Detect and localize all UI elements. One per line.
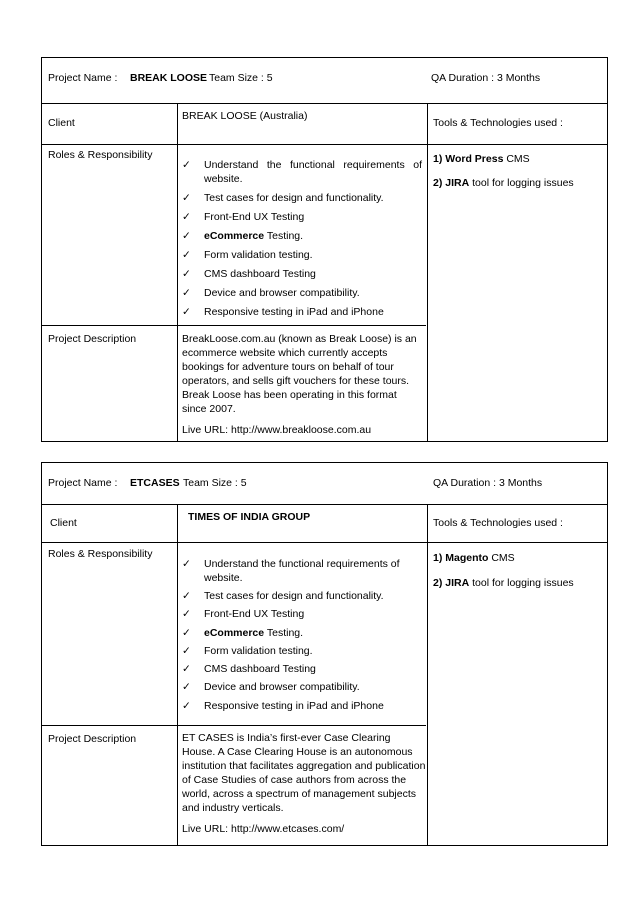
list-item: ✓ Front-End UX Testing: [182, 608, 305, 620]
check-icon: ✓: [182, 159, 191, 171]
project-name: BREAK LOOSE: [130, 72, 208, 84]
list-item: ✓ Device and browser compatibility.: [182, 287, 360, 299]
list-item: ✓ Responsive testing in iPad and iPhone: [182, 306, 384, 318]
project-description: ET CASES is India’s first-ever Case Clearing House. A Case Clearing House is an autonomous institution that facilitates aggregation and publication of Case Studies of case authors from across the world, across a spectrum of management subjects and industry verticals.: [182, 732, 426, 814]
check-icon: ✓: [182, 627, 191, 639]
list-item: ✓ Device and browser compatibility.: [182, 681, 360, 693]
project-name: ETCASES: [130, 477, 180, 489]
check-icon: ✓: [182, 287, 191, 299]
client-value: TIMES OF INDIA GROUP: [188, 511, 311, 523]
description-label: Project Description: [48, 733, 137, 745]
list-item: ✓ Understand the functional requirements of website.: [182, 558, 400, 584]
check-icon: ✓: [182, 268, 191, 280]
list-item: ✓ CMS dashboard Testing: [182, 663, 316, 675]
check-icon: ✓: [182, 645, 191, 657]
roles-list: [182, 557, 422, 713]
list-item: ✓ Form validation testing.: [182, 249, 313, 261]
tool-item: 1) Magento CMS: [433, 552, 515, 564]
roles-list: [182, 158, 422, 319]
check-icon: ✓: [182, 608, 191, 620]
col-divider: [427, 504, 428, 845]
tools-label: Tools & Technologies used :: [433, 117, 563, 129]
live-url: Live URL: http://www.breakloose.com.au: [182, 424, 372, 436]
project-description: BreakLoose.com.au (known as Break Loose) is an ecommerce website which currently accepts bookings for adventure tours on behalf of tour operators, and sells gift vouchers for these tours. Break Loose has been operating in this format since 2007.: [182, 333, 417, 415]
check-icon: ✓: [182, 306, 191, 318]
list-item: ✓ Understand the functional requirements of website.: [182, 159, 422, 185]
list-item: ✓ Front-End UX Testing: [182, 211, 305, 223]
roles-label: Roles & Responsibility: [48, 548, 153, 560]
list-item: ✓ Form validation testing.: [182, 645, 313, 657]
row-divider: [42, 325, 426, 326]
client-value: BREAK LOOSE (Australia): [182, 110, 308, 122]
row-divider: [42, 504, 607, 505]
list-item: ✓ CMS dashboard Testing: [182, 268, 316, 280]
check-icon: ✓: [182, 211, 191, 223]
project-block-breakloose: [41, 57, 608, 442]
check-icon: ✓: [182, 192, 191, 204]
check-icon: ✓: [182, 558, 191, 570]
tools-label: Tools & Technologies used :: [433, 517, 563, 529]
check-icon: ✓: [182, 663, 191, 675]
list-item: ✓ eCommerce Testing.: [182, 627, 304, 639]
qa-duration: QA Duration : 3 Months: [431, 72, 541, 84]
tool-item: 2) JIRA tool for logging issues: [433, 177, 574, 189]
col-divider: [177, 103, 178, 441]
check-icon: ✓: [182, 230, 191, 242]
check-icon: ✓: [182, 700, 191, 712]
live-url: Live URL: http://www.etcases.com/: [182, 823, 345, 835]
row-divider: [42, 103, 607, 104]
check-icon: ✓: [182, 249, 191, 261]
project-block-etcases: [41, 462, 608, 846]
client-label: Client: [50, 517, 77, 529]
list-item: ✓ eCommerce Testing.: [182, 230, 304, 242]
client-label: Client: [48, 117, 75, 129]
project-name-label: Project Name :: [48, 477, 118, 489]
list-item: ✓ Test cases for design and functionality.: [182, 192, 384, 204]
check-icon: ✓: [182, 681, 191, 693]
qa-duration: QA Duration : 3 Months: [433, 477, 543, 489]
row-divider: [42, 725, 426, 726]
tool-item: 2) JIRA tool for logging issues: [433, 577, 574, 589]
row-divider: [42, 144, 607, 145]
project-name-label: Project Name :: [48, 72, 118, 84]
row-divider: [42, 542, 607, 543]
roles-label: Roles & Responsibility: [48, 149, 153, 161]
team-size: Team Size : 5: [209, 72, 273, 84]
list-item: ✓ Responsive testing in iPad and iPhone: [182, 700, 384, 712]
tool-item: 1) Word Press CMS: [433, 153, 530, 165]
check-icon: ✓: [182, 590, 191, 602]
description-label: Project Description: [48, 333, 137, 345]
col-divider: [177, 504, 178, 845]
list-item: ✓ Test cases for design and functionality.: [182, 590, 384, 602]
team-size: Team Size : 5: [183, 477, 247, 489]
col-divider: [427, 103, 428, 441]
